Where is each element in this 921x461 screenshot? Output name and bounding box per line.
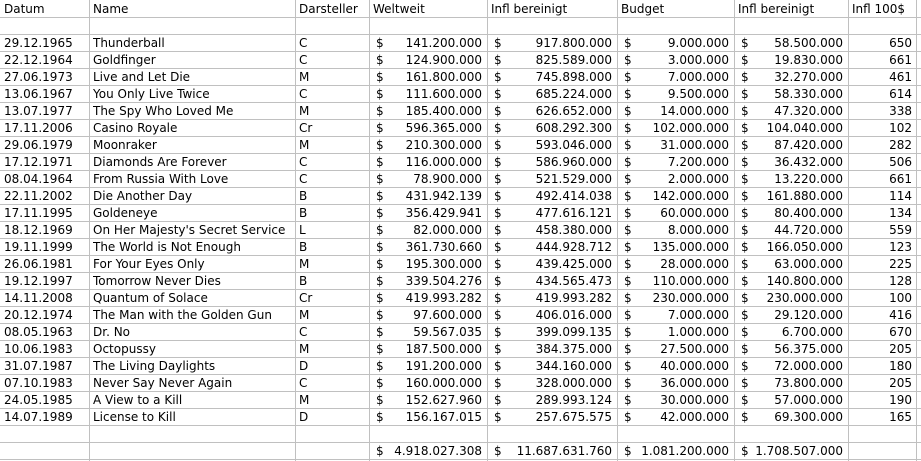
cell-budget[interactable]: 40.000.000 <box>660 359 729 373</box>
cell-datum[interactable]: 31.07.1987 <box>4 359 73 373</box>
cell-weltweit[interactable]: 59.567.035 <box>413 325 482 339</box>
cell-infl-bereinigt[interactable]: 444.928.712 <box>535 240 612 254</box>
currency-symbol[interactable]: $ <box>624 104 632 118</box>
currency-symbol[interactable]: $ <box>494 172 502 186</box>
currency-symbol[interactable]: $ <box>624 70 632 84</box>
cell-infl-bereinigt-2[interactable]: 32.270.000 <box>774 70 843 84</box>
currency-symbol[interactable]: $ <box>741 393 749 407</box>
currency-symbol[interactable]: $ <box>494 325 502 339</box>
currency-symbol[interactable]: $ <box>376 410 384 424</box>
currency-symbol[interactable]: $ <box>494 189 502 203</box>
cell-weltweit[interactable]: 141.200.000 <box>405 36 482 50</box>
currency-symbol[interactable]: $ <box>741 257 749 271</box>
cell-weltweit[interactable]: 419.993.282 <box>405 291 482 305</box>
currency-symbol[interactable]: $ <box>624 223 632 237</box>
cell-budget[interactable]: 9.000.000 <box>667 36 729 50</box>
currency-symbol[interactable]: $ <box>494 444 502 458</box>
cell-darsteller[interactable]: D <box>299 359 309 373</box>
cell-infl-bereinigt-2[interactable]: 58.330.000 <box>774 87 843 101</box>
header-weltweit[interactable]: Weltweit <box>373 2 425 16</box>
cell-datum[interactable]: 24.05.1985 <box>4 393 73 407</box>
currency-symbol[interactable]: $ <box>494 359 502 373</box>
currency-symbol[interactable]: $ <box>741 308 749 322</box>
cell-darsteller[interactable]: Cr <box>299 291 313 305</box>
cell-datum[interactable]: 17.11.1995 <box>4 206 73 220</box>
cell-infl-bereinigt-2[interactable]: 166.050.000 <box>766 240 843 254</box>
cell-name[interactable]: Moonraker <box>93 138 157 152</box>
currency-symbol[interactable]: $ <box>624 172 632 186</box>
currency-symbol[interactable]: $ <box>494 87 502 101</box>
cell-darsteller[interactable]: B <box>299 274 308 288</box>
cell-infl-100[interactable]: 650 <box>889 36 912 50</box>
cell-infl-bereinigt-2[interactable]: 56.375.000 <box>774 342 843 356</box>
currency-symbol[interactable]: $ <box>376 121 384 135</box>
cell-infl-bereinigt[interactable]: 745.898.000 <box>535 70 612 84</box>
cell-name[interactable]: For Your Eyes Only <box>93 257 205 271</box>
cell-budget[interactable]: 28.000.000 <box>660 257 729 271</box>
cell-datum[interactable]: 14.07.1989 <box>4 410 73 424</box>
cell-weltweit[interactable]: 185.400.000 <box>405 104 482 118</box>
cell-darsteller[interactable]: C <box>299 36 308 50</box>
currency-symbol[interactable]: $ <box>494 70 502 84</box>
cell-weltweit[interactable]: 339.504.276 <box>405 274 482 288</box>
cell-datum[interactable]: 18.12.1969 <box>4 223 73 237</box>
cell-name[interactable]: Dr. No <box>93 325 131 339</box>
currency-symbol[interactable]: $ <box>624 240 632 254</box>
cell-datum[interactable]: 08.05.1963 <box>4 325 73 339</box>
cell-infl-100[interactable]: 190 <box>889 393 912 407</box>
cell-name[interactable]: Live and Let Die <box>93 70 191 84</box>
currency-symbol[interactable]: $ <box>376 325 384 339</box>
cell-darsteller[interactable]: C <box>299 172 308 186</box>
cell-budget[interactable]: 7.000.000 <box>667 70 729 84</box>
currency-symbol[interactable]: $ <box>741 121 749 135</box>
cell-budget[interactable]: 7.000.000 <box>667 308 729 322</box>
cell-name[interactable]: Casino Royale <box>93 121 178 135</box>
cell-infl-bereinigt[interactable]: 825.589.000 <box>535 53 612 67</box>
currency-symbol[interactable]: $ <box>624 308 632 322</box>
cell-datum[interactable]: 08.04.1964 <box>4 172 73 186</box>
cell-name[interactable]: From Russia With Love <box>93 172 229 186</box>
cell-datum[interactable]: 29.12.1965 <box>4 36 73 50</box>
cell-datum[interactable]: 26.06.1981 <box>4 257 73 271</box>
currency-symbol[interactable]: $ <box>376 393 384 407</box>
cell-budget[interactable]: 3.000.000 <box>667 53 729 67</box>
total-weltweit[interactable]: 4.918.027.308 <box>394 444 482 458</box>
cell-weltweit[interactable]: 187.500.000 <box>405 342 482 356</box>
currency-symbol[interactable]: $ <box>376 342 384 356</box>
cell-budget[interactable]: 9.500.000 <box>667 87 729 101</box>
cell-weltweit[interactable]: 124.900.000 <box>405 53 482 67</box>
cell-infl-bereinigt[interactable]: 477.616.121 <box>535 206 612 220</box>
cell-name[interactable]: Tomorrow Never Dies <box>93 274 221 288</box>
cell-darsteller[interactable]: C <box>299 87 308 101</box>
currency-symbol[interactable]: $ <box>376 291 384 305</box>
currency-symbol[interactable]: $ <box>741 189 749 203</box>
header-darsteller[interactable]: Darsteller <box>299 2 358 16</box>
header-infl-bereinigt-2[interactable]: Infl bereinigt <box>738 2 815 16</box>
cell-weltweit[interactable]: 111.600.000 <box>405 87 482 101</box>
cell-datum[interactable]: 07.10.1983 <box>4 376 73 390</box>
cell-infl-100[interactable]: 205 <box>889 376 912 390</box>
cell-name[interactable]: On Her Majesty's Secret Service <box>93 223 286 237</box>
currency-symbol[interactable]: $ <box>494 308 502 322</box>
header-name[interactable]: Name <box>93 2 129 16</box>
currency-symbol[interactable]: $ <box>494 393 502 407</box>
currency-symbol[interactable]: $ <box>741 291 749 305</box>
cell-infl-bereinigt-2[interactable]: 104.040.000 <box>766 121 843 135</box>
currency-symbol[interactable]: $ <box>741 70 749 84</box>
cell-infl-100[interactable]: 225 <box>889 257 912 271</box>
cell-datum[interactable]: 14.11.2008 <box>4 291 73 305</box>
currency-symbol[interactable]: $ <box>741 87 749 101</box>
cell-infl-bereinigt-2[interactable]: 80.400.000 <box>774 206 843 220</box>
currency-symbol[interactable]: $ <box>494 104 502 118</box>
currency-symbol[interactable]: $ <box>624 444 632 458</box>
currency-symbol[interactable]: $ <box>741 172 749 186</box>
cell-datum[interactable]: 22.12.1964 <box>4 53 73 67</box>
cell-budget[interactable]: 30.000.000 <box>660 393 729 407</box>
currency-symbol[interactable]: $ <box>624 291 632 305</box>
cell-name[interactable]: Goldeneye <box>93 206 158 220</box>
currency-symbol[interactable]: $ <box>624 325 632 339</box>
cell-name[interactable]: Die Another Day <box>93 189 193 203</box>
cell-weltweit[interactable]: 152.627.960 <box>405 393 482 407</box>
cell-infl-bereinigt-2[interactable]: 29.120.000 <box>774 308 843 322</box>
currency-symbol[interactable]: $ <box>624 393 632 407</box>
cell-darsteller[interactable]: B <box>299 206 308 220</box>
currency-symbol[interactable]: $ <box>741 325 749 339</box>
cell-infl-bereinigt-2[interactable]: 87.420.000 <box>774 138 843 152</box>
cell-infl-bereinigt[interactable]: 608.292.300 <box>535 121 612 135</box>
cell-infl-bereinigt[interactable]: 399.099.135 <box>535 325 612 339</box>
cell-infl-bereinigt-2[interactable]: 72.000.000 <box>774 359 843 373</box>
currency-symbol[interactable]: $ <box>494 342 502 356</box>
currency-symbol[interactable]: $ <box>741 342 749 356</box>
cell-name[interactable]: Quantum of Solace <box>93 291 208 305</box>
cell-weltweit[interactable]: 156.167.015 <box>405 410 482 424</box>
cell-budget[interactable]: 31.000.000 <box>660 138 729 152</box>
currency-symbol[interactable]: $ <box>376 444 384 458</box>
cell-name[interactable]: Never Say Never Again <box>93 376 233 390</box>
cell-name[interactable]: Octopussy <box>93 342 156 356</box>
cell-budget[interactable]: 142.000.000 <box>652 189 729 203</box>
cell-infl-bereinigt[interactable]: 586.960.000 <box>535 155 612 169</box>
cell-infl-bereinigt-2[interactable]: 73.800.000 <box>774 376 843 390</box>
cell-infl-bereinigt-2[interactable]: 36.432.000 <box>774 155 843 169</box>
currency-symbol[interactable]: $ <box>376 257 384 271</box>
cell-infl-bereinigt[interactable]: 593.046.000 <box>535 138 612 152</box>
cell-infl-100[interactable]: 416 <box>889 308 912 322</box>
cell-budget[interactable]: 14.000.000 <box>660 104 729 118</box>
total-infl-bereinigt[interactable]: 11.687.631.760 <box>516 444 612 458</box>
cell-darsteller[interactable]: C <box>299 376 308 390</box>
cell-weltweit[interactable]: 191.200.000 <box>405 359 482 373</box>
cell-darsteller[interactable]: D <box>299 410 309 424</box>
currency-symbol[interactable]: $ <box>624 121 632 135</box>
currency-symbol[interactable]: $ <box>494 291 502 305</box>
cell-infl-bereinigt-2[interactable]: 13.220.000 <box>774 172 843 186</box>
cell-budget[interactable]: 27.500.000 <box>660 342 729 356</box>
cell-infl-100[interactable]: 338 <box>889 104 912 118</box>
cell-darsteller[interactable]: Cr <box>299 121 313 135</box>
cell-infl-bereinigt[interactable]: 458.380.000 <box>535 223 612 237</box>
currency-symbol[interactable]: $ <box>494 53 502 67</box>
currency-symbol[interactable]: $ <box>494 121 502 135</box>
currency-symbol[interactable]: $ <box>494 274 502 288</box>
cell-infl-bereinigt[interactable]: 406.016.000 <box>535 308 612 322</box>
cell-infl-bereinigt-2[interactable]: 230.000.000 <box>766 291 843 305</box>
cell-infl-bereinigt-2[interactable]: 47.320.000 <box>774 104 843 118</box>
cell-datum[interactable]: 13.06.1967 <box>4 87 73 101</box>
cell-name[interactable]: Thunderball <box>93 36 165 50</box>
cell-darsteller[interactable]: C <box>299 155 308 169</box>
cell-datum[interactable]: 10.06.1983 <box>4 342 73 356</box>
cell-budget[interactable]: 7.200.000 <box>667 155 729 169</box>
cell-name[interactable]: The World is Not Enough <box>93 240 241 254</box>
cell-infl-100[interactable]: 506 <box>889 155 912 169</box>
cell-darsteller[interactable]: B <box>299 240 308 254</box>
currency-symbol[interactable]: $ <box>376 53 384 67</box>
cell-infl-100[interactable]: 102 <box>889 121 912 135</box>
currency-symbol[interactable]: $ <box>494 376 502 390</box>
cell-weltweit[interactable]: 361.730.660 <box>405 240 482 254</box>
cell-infl-bereinigt-2[interactable]: 57.000.000 <box>774 393 843 407</box>
currency-symbol[interactable]: $ <box>741 53 749 67</box>
cell-budget[interactable]: 8.000.000 <box>667 223 729 237</box>
cell-budget[interactable]: 1.000.000 <box>667 325 729 339</box>
currency-symbol[interactable]: $ <box>741 155 749 169</box>
cell-infl-100[interactable]: 123 <box>889 240 912 254</box>
header-budget[interactable]: Budget <box>621 2 665 16</box>
currency-symbol[interactable]: $ <box>376 223 384 237</box>
cell-datum[interactable]: 17.12.1971 <box>4 155 73 169</box>
cell-darsteller[interactable]: L <box>299 223 306 237</box>
cell-darsteller[interactable]: M <box>299 257 310 271</box>
currency-symbol[interactable]: $ <box>494 138 502 152</box>
cell-infl-bereinigt-2[interactable]: 140.800.000 <box>766 274 843 288</box>
currency-symbol[interactable]: $ <box>376 87 384 101</box>
total-budget[interactable]: 1.081.200.000 <box>641 444 729 458</box>
cell-infl-bereinigt[interactable]: 289.993.124 <box>535 393 612 407</box>
cell-datum[interactable]: 27.06.1973 <box>4 70 73 84</box>
currency-symbol[interactable]: $ <box>624 53 632 67</box>
currency-symbol[interactable]: $ <box>741 104 749 118</box>
cell-infl-bereinigt[interactable]: 344.160.000 <box>535 359 612 373</box>
cell-infl-bereinigt-2[interactable]: 58.500.000 <box>774 36 843 50</box>
cell-name[interactable]: Goldfinger <box>93 53 156 67</box>
cell-infl-100[interactable]: 205 <box>889 342 912 356</box>
currency-symbol[interactable]: $ <box>624 87 632 101</box>
cell-weltweit[interactable]: 161.800.000 <box>405 70 482 84</box>
currency-symbol[interactable]: $ <box>494 155 502 169</box>
cell-infl-100[interactable]: 100 <box>889 291 912 305</box>
cell-weltweit[interactable]: 210.300.000 <box>405 138 482 152</box>
cell-datum[interactable]: 19.12.1997 <box>4 274 73 288</box>
currency-symbol[interactable]: $ <box>376 155 384 169</box>
cell-datum[interactable]: 19.11.1999 <box>4 240 73 254</box>
cell-darsteller[interactable]: M <box>299 70 310 84</box>
cell-datum[interactable]: 17.11.2006 <box>4 121 73 135</box>
cell-datum[interactable]: 13.07.1977 <box>4 104 73 118</box>
cell-weltweit[interactable]: 160.000.000 <box>405 376 482 390</box>
cell-weltweit[interactable]: 97.600.000 <box>413 308 482 322</box>
cell-name[interactable]: Diamonds Are Forever <box>93 155 227 169</box>
cell-infl-100[interactable]: 670 <box>889 325 912 339</box>
cell-infl-bereinigt[interactable]: 626.652.000 <box>535 104 612 118</box>
cell-darsteller[interactable]: M <box>299 308 310 322</box>
cell-name[interactable]: The Living Daylights <box>93 359 216 373</box>
cell-budget[interactable]: 135.000.000 <box>652 240 729 254</box>
cell-infl-100[interactable]: 661 <box>889 172 912 186</box>
cell-weltweit[interactable]: 356.429.941 <box>405 206 482 220</box>
currency-symbol[interactable]: $ <box>741 410 749 424</box>
cell-infl-bereinigt[interactable]: 257.675.575 <box>535 410 612 424</box>
cell-budget[interactable]: 60.000.000 <box>660 206 729 220</box>
cell-infl-bereinigt[interactable]: 917.800.000 <box>535 36 612 50</box>
currency-symbol[interactable]: $ <box>494 223 502 237</box>
cell-budget[interactable]: 230.000.000 <box>652 291 729 305</box>
cell-infl-bereinigt-2[interactable]: 161.880.000 <box>766 189 843 203</box>
cell-infl-100[interactable]: 614 <box>889 87 912 101</box>
cell-infl-bereinigt-2[interactable]: 19.830.000 <box>774 53 843 67</box>
cell-infl-100[interactable]: 165 <box>889 410 912 424</box>
currency-symbol[interactable]: $ <box>741 359 749 373</box>
cell-infl-bereinigt[interactable]: 434.565.473 <box>535 274 612 288</box>
cell-infl-100[interactable]: 461 <box>889 70 912 84</box>
currency-symbol[interactable]: $ <box>376 189 384 203</box>
currency-symbol[interactable]: $ <box>376 308 384 322</box>
cell-infl-100[interactable]: 114 <box>889 189 912 203</box>
cell-infl-100[interactable]: 180 <box>889 359 912 373</box>
currency-symbol[interactable]: $ <box>741 240 749 254</box>
cell-weltweit[interactable]: 431.942.139 <box>405 189 482 203</box>
cell-infl-bereinigt[interactable]: 521.529.000 <box>535 172 612 186</box>
cell-infl-100[interactable]: 134 <box>889 206 912 220</box>
cell-infl-bereinigt[interactable]: 384.375.000 <box>535 342 612 356</box>
cell-infl-bereinigt[interactable]: 685.224.000 <box>535 87 612 101</box>
cell-datum[interactable]: 22.11.2002 <box>4 189 73 203</box>
header-infl-bereinigt[interactable]: Infl bereinigt <box>491 2 568 16</box>
currency-symbol[interactable]: $ <box>624 206 632 220</box>
currency-symbol[interactable]: $ <box>376 70 384 84</box>
currency-symbol[interactable]: $ <box>624 342 632 356</box>
cell-infl-bereinigt[interactable]: 492.414.038 <box>535 189 612 203</box>
cell-name[interactable]: You Only Live Twice <box>93 87 210 101</box>
currency-symbol[interactable]: $ <box>376 274 384 288</box>
currency-symbol[interactable]: $ <box>741 376 749 390</box>
cell-infl-bereinigt-2[interactable]: 44.720.000 <box>774 223 843 237</box>
currency-symbol[interactable]: $ <box>376 240 384 254</box>
cell-budget[interactable]: 102.000.000 <box>652 121 729 135</box>
currency-symbol[interactable]: $ <box>376 206 384 220</box>
cell-budget[interactable]: 110.000.000 <box>652 274 729 288</box>
cell-weltweit[interactable]: 596.365.000 <box>405 121 482 135</box>
currency-symbol[interactable]: $ <box>741 206 749 220</box>
cell-infl-100[interactable]: 128 <box>889 274 912 288</box>
currency-symbol[interactable]: $ <box>741 36 749 50</box>
currency-symbol[interactable]: $ <box>376 36 384 50</box>
currency-symbol[interactable]: $ <box>494 257 502 271</box>
cell-budget[interactable]: 42.000.000 <box>660 410 729 424</box>
cell-datum[interactable]: 29.06.1979 <box>4 138 73 152</box>
total-infl-bereinigt-2[interactable]: 1.708.507.000 <box>755 444 843 458</box>
currency-symbol[interactable]: $ <box>624 189 632 203</box>
currency-symbol[interactable]: $ <box>624 36 632 50</box>
cell-darsteller[interactable]: M <box>299 393 310 407</box>
cell-infl-bereinigt-2[interactable]: 63.000.000 <box>774 257 843 271</box>
cell-infl-bereinigt[interactable]: 439.425.000 <box>535 257 612 271</box>
currency-symbol[interactable]: $ <box>624 359 632 373</box>
cell-weltweit[interactable]: 116.000.000 <box>405 155 482 169</box>
currency-symbol[interactable]: $ <box>376 104 384 118</box>
header-datum[interactable]: Datum <box>4 2 45 16</box>
currency-symbol[interactable]: $ <box>494 240 502 254</box>
currency-symbol[interactable]: $ <box>624 274 632 288</box>
cell-budget[interactable]: 2.000.000 <box>667 172 729 186</box>
cell-name[interactable]: A View to a Kill <box>93 393 183 407</box>
currency-symbol[interactable]: $ <box>624 138 632 152</box>
cell-infl-bereinigt-2[interactable]: 69.300.000 <box>774 410 843 424</box>
cell-name[interactable]: License to Kill <box>93 410 176 424</box>
currency-symbol[interactable]: $ <box>624 155 632 169</box>
cell-darsteller[interactable]: M <box>299 138 310 152</box>
currency-symbol[interactable]: $ <box>624 257 632 271</box>
currency-symbol[interactable]: $ <box>376 376 384 390</box>
currency-symbol[interactable]: $ <box>376 359 384 373</box>
currency-symbol[interactable]: $ <box>741 444 749 458</box>
cell-infl-bereinigt[interactable]: 328.000.000 <box>535 376 612 390</box>
currency-symbol[interactable]: $ <box>624 410 632 424</box>
cell-darsteller[interactable]: C <box>299 325 308 339</box>
currency-symbol[interactable]: $ <box>741 274 749 288</box>
cell-datum[interactable]: 20.12.1974 <box>4 308 73 322</box>
cell-weltweit[interactable]: 82.000.000 <box>413 223 482 237</box>
cell-weltweit[interactable]: 195.300.000 <box>405 257 482 271</box>
cell-infl-100[interactable]: 282 <box>889 138 912 152</box>
currency-symbol[interactable]: $ <box>376 172 384 186</box>
currency-symbol[interactable]: $ <box>741 223 749 237</box>
cell-darsteller[interactable]: B <box>299 189 308 203</box>
cell-infl-bereinigt-2[interactable]: 6.700.000 <box>781 325 843 339</box>
cell-infl-100[interactable]: 559 <box>889 223 912 237</box>
cell-name[interactable]: The Spy Who Loved Me <box>93 104 234 118</box>
header-infl-100[interactable]: Infl 100$ <box>852 2 906 16</box>
currency-symbol[interactable]: $ <box>494 410 502 424</box>
cell-infl-100[interactable]: 661 <box>889 53 912 67</box>
cell-darsteller[interactable]: M <box>299 104 310 118</box>
cell-darsteller[interactable]: C <box>299 53 308 67</box>
cell-name[interactable]: The Man with the Golden Gun <box>93 308 272 322</box>
currency-symbol[interactable]: $ <box>741 138 749 152</box>
currency-symbol[interactable]: $ <box>494 36 502 50</box>
cell-weltweit[interactable]: 78.900.000 <box>413 172 482 186</box>
currency-symbol[interactable]: $ <box>624 376 632 390</box>
cell-budget[interactable]: 36.000.000 <box>660 376 729 390</box>
currency-symbol[interactable]: $ <box>494 206 502 220</box>
cell-infl-bereinigt[interactable]: 419.993.282 <box>535 291 612 305</box>
cell-darsteller[interactable]: M <box>299 342 310 356</box>
currency-symbol[interactable]: $ <box>376 138 384 152</box>
